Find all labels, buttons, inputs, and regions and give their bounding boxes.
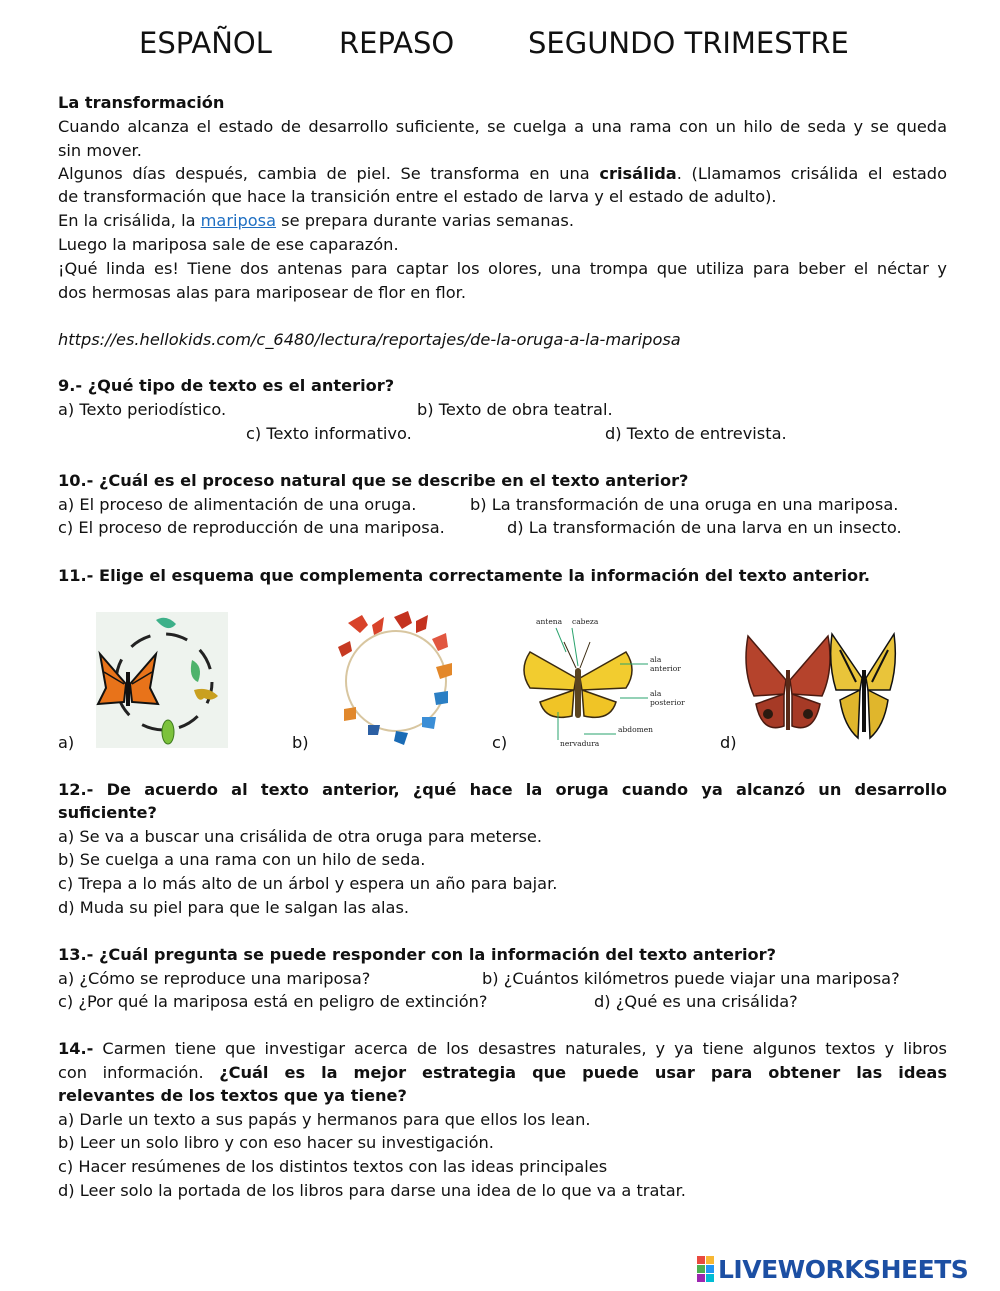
two-butterflies-image[interactable]: [744, 630, 900, 742]
q14-line3: relevantes de los textos que ya tiene?: [58, 1086, 407, 1105]
q10-option-c[interactable]: c) El proceso de reproducción de una mariposa.: [58, 518, 445, 537]
label-abdomen: abdomen: [618, 725, 653, 734]
label-ala-anterior-2: anterior: [650, 664, 681, 673]
mariposa-link[interactable]: mariposa: [200, 211, 277, 230]
butterfly-anatomy-diagram[interactable]: [516, 612, 696, 752]
butterfly-circle-image[interactable]: [338, 607, 464, 749]
q12-question-line1: 12.- De acuerdo al texto anterior, ¿qué hace la oruga cuando ya alcanzó un desarrollo: [58, 780, 947, 799]
q14-line2: con información. ¿Cuál es la mejor estrategia que puede usar para obtener las ideas: [58, 1063, 947, 1082]
liveworksheets-logo[interactable]: [697, 1254, 968, 1284]
worksheet-header: [0, 26, 1000, 66]
q10-question: 10.- ¿Cuál es el proceso natural que se describe en el texto anterior?: [58, 471, 689, 490]
q14-option-d[interactable]: d) Leer solo la portada de los libros para darse una idea de lo que va a tratar.: [58, 1181, 686, 1200]
logo-squares-icon: [697, 1256, 714, 1282]
q12-question-line2: suficiente?: [58, 803, 157, 822]
reading-p1-line1: Cuando alcanza el estado de desarrollo suficiente, se cuelga a una rama con un hilo de seda y se queda: [58, 117, 947, 136]
q12-option-b[interactable]: b) Se cuelga a una rama con un hilo de seda.: [58, 850, 426, 869]
q13-option-c[interactable]: c) ¿Por qué la mariposa está en peligro de extinción?: [58, 992, 488, 1011]
reading-source: https://es.hellokids.com/c_6480/lectura/reportajes/de-la-oruga-a-la-mariposa: [58, 330, 681, 349]
q11-question: 11.- Elige el esquema que complementa correctamente la información del texto anterior.: [58, 566, 870, 585]
q14-line1: 14.- Carmen tiene que investigar acerca de los desastres naturales, y ya tiene algunos textos y libros: [58, 1039, 947, 1058]
life-cycle-image[interactable]: [96, 612, 228, 748]
logo-brand-text: LIVEWORKSHEETS: [718, 1254, 969, 1284]
q14-option-c[interactable]: c) Hacer resúmenes de los distintos textos con las ideas principales: [58, 1157, 608, 1176]
q12-option-a[interactable]: a) Se va a buscar una crisálida de otra oruga para meterse.: [58, 827, 543, 846]
label-ala-anterior-1: ala: [650, 655, 662, 664]
header-subject: ESPAÑOL: [139, 26, 272, 60]
label-cabeza: cabeza: [572, 617, 599, 626]
q14-option-a[interactable]: a) Darle un texto a sus papás y hermanos para que ellos los lean.: [58, 1110, 591, 1129]
q11-option-a-label[interactable]: a): [58, 733, 75, 752]
reading-p1-line2: sin mover.: [58, 141, 142, 160]
q12-option-d[interactable]: d) Muda su piel para que le salgan las alas.: [58, 898, 410, 917]
q11-option-d-label[interactable]: d): [720, 733, 737, 752]
swallowtail-butterfly-icon: [831, 634, 896, 738]
q10-option-b[interactable]: b) La transformación de una oruga en una mariposa.: [470, 495, 899, 514]
header-kind: REPASO: [339, 26, 455, 60]
q11-option-b-label[interactable]: b): [292, 733, 309, 752]
q10-option-a[interactable]: a) El proceso de alimentación de una oruga.: [58, 495, 417, 514]
q12-option-c[interactable]: c) Trepa a lo más alto de un árbol y espera un año para bajar.: [58, 874, 558, 893]
label-antena: antena: [536, 617, 563, 626]
q13-option-d[interactable]: d) ¿Qué es una crisálida?: [594, 992, 798, 1011]
red-moth-icon: [746, 636, 830, 730]
reading-p5-line1: ¡Qué linda es! Tiene dos antenas para captar los olores, una trompa que utiliza para beber el néctar y: [58, 259, 947, 278]
q11-option-c-label[interactable]: c): [492, 733, 508, 752]
header-term: SEGUNDO TRIMESTRE: [528, 26, 849, 60]
q10-option-d[interactable]: d) La transformación de una larva en un insecto.: [507, 518, 902, 537]
reading-p3: En la crisálida, la mariposa se prepara durante varias semanas.: [58, 211, 574, 230]
q13-option-b[interactable]: b) ¿Cuántos kilómetros puede viajar una mariposa?: [482, 969, 900, 988]
reading-title: La transformación: [58, 93, 225, 112]
q9-question: 9.- ¿Qué tipo de texto es el anterior?: [58, 376, 395, 395]
q9-option-a[interactable]: a) Texto periodístico.: [58, 400, 227, 419]
label-nervadura: nervadura: [560, 739, 600, 748]
q13-option-a[interactable]: a) ¿Cómo se reproduce una mariposa?: [58, 969, 371, 988]
q9-option-b[interactable]: b) Texto de obra teatral.: [417, 400, 613, 419]
reading-p5-line2: dos hermosas alas para mariposear de flor en flor.: [58, 283, 466, 302]
q13-question: 13.- ¿Cuál pregunta se puede responder con la información del texto anterior?: [58, 945, 776, 964]
yellow-butterfly-icon: [524, 642, 632, 718]
q14-option-b[interactable]: b) Leer un solo libro y con eso hacer su investigación.: [58, 1133, 494, 1152]
reading-p2-line2: de transformación que hace la transición entre el estado de larva y el estado de adulto).: [58, 187, 777, 206]
reading-p4: Luego la mariposa sale de ese caparazón.: [58, 235, 399, 254]
label-ala-posterior-2: posterior: [650, 698, 685, 707]
label-ala-posterior-1: ala: [650, 689, 662, 698]
q9-option-c[interactable]: c) Texto informativo.: [246, 424, 412, 443]
reading-p2-line1: Algunos días después, cambia de piel. Se transforma en una crisálida. (Llamamos crisálida el estado: [58, 164, 947, 183]
q9-option-d[interactable]: d) Texto de entrevista.: [605, 424, 787, 443]
